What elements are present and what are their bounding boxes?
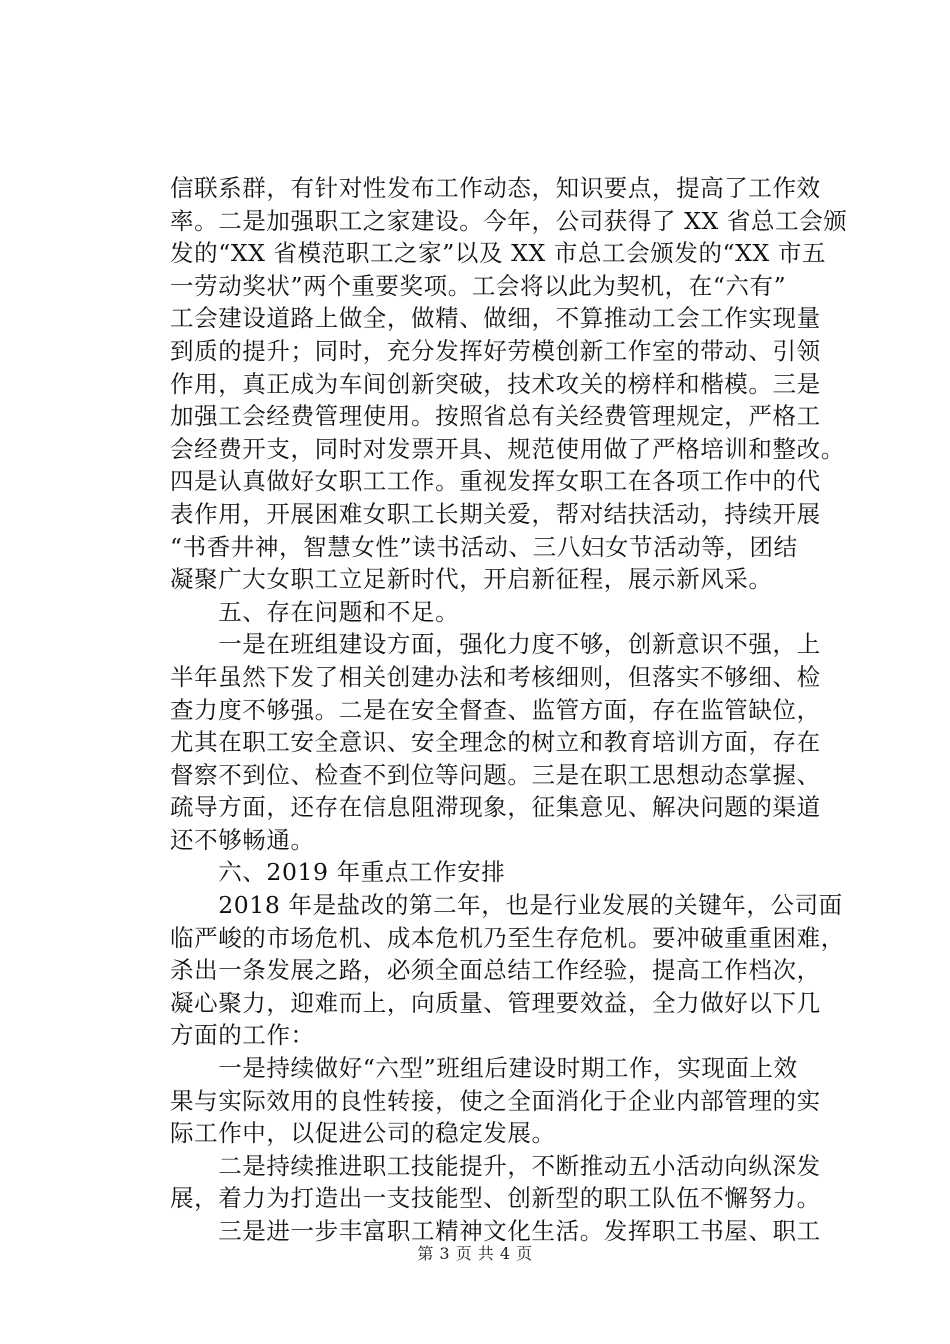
- text-line: 凝心聚力，迎难而上，向质量、管理要效益，全力做好以下几: [170, 988, 821, 1017]
- text-line: 督察不到位、检查不到位等问题。三是在职工思想动态掌握、: [170, 760, 821, 789]
- text-line: 一是持续做好“六型”班组后建设时期工作，实现面上效: [170, 1054, 798, 1083]
- text-line: 发的“XX 省模范职工之家”以及 XX 市总工会颁发的“XX 市五: [170, 239, 827, 268]
- text-line: 凝聚广大女职工立足新时代，开启新征程，展示新风采。: [170, 565, 773, 594]
- text-line: “书香井神，智慧女性”读书活动、三八妇女节活动等，团结: [170, 532, 798, 561]
- text-line: 四是认真做好女职工工作。重视发挥女职工在各项工作中的代: [170, 467, 821, 496]
- text-line: 2018 年是盐改的第二年，也是行业发展的关键年，公司面: [170, 891, 843, 920]
- text-line: 果与实际效用的良性转接，使之全面消化于企业内部管理的实: [170, 1086, 821, 1115]
- text-line: 杀出一条发展之路，必须全面总结工作经验，提高工作档次，: [170, 956, 821, 985]
- text-line: 五、存在问题和不足。: [170, 597, 460, 626]
- text-line: 作用，真正成为车间创新突破，技术攻关的榜样和楷模。三是: [170, 369, 821, 398]
- text-line: 六、2019 年重点工作安排: [170, 858, 506, 887]
- text-line: 际工作中，以促进公司的稳定发展。: [170, 1119, 556, 1148]
- text-line: 加强工会经费管理使用。按照省总有关经费管理规定，严格工: [170, 402, 821, 431]
- text-line: 尤其在职工安全意识、安全理念的树立和教育培训方面，存在: [170, 728, 821, 757]
- text-line: 展，着力为打造出一支技能型、创新型的职工队伍不懈努力。: [170, 1184, 821, 1213]
- text-line: 三是进一步丰富职工精神文化生活。发挥职工书屋、职工: [170, 1217, 821, 1245]
- text-line: 查力度不够强。二是在安全督查、监管方面，存在监管缺位，: [170, 695, 821, 724]
- text-line: 二是持续推进职工技能提升，不断推动五小活动向纵深发: [170, 1151, 821, 1180]
- text-line: 会经费开支，同时对发票开具、规范使用做了严格培训和整改。: [170, 434, 845, 463]
- text-line: 信联系群，有针对性发布工作动态，知识要点，提高了工作效: [170, 174, 821, 202]
- text-line: 工会建设道路上做全，做精、做细，不算推动工会工作实现量: [170, 304, 821, 333]
- text-line: 一是在班组建设方面，强化力度不够，创新意识不强，上: [170, 630, 821, 659]
- text-line: 方面的工作：: [170, 1021, 315, 1050]
- text-line: 表作用，开展困难女职工长期关爱，帮对结扶活动，持续开展: [170, 499, 821, 528]
- text-line: 疏导方面，还存在信息阻滞现象，征集意见、解决问题的渠道: [170, 793, 821, 822]
- text-line: 半年虽然下发了相关创建办法和考核细则，但落实不够细、检: [170, 662, 821, 691]
- text-line: 一劳动奖状”两个重要奖项。工会将以此为契机，在“六有”: [170, 271, 787, 300]
- body-text: [170, 172, 860, 1248]
- text-line: 到质的提升；同时，充分发挥好劳模创新工作室的带动、引领: [170, 336, 821, 365]
- text-line: 临严峻的市场危机、成本危机乃至生存危机。要冲破重重困难，: [170, 923, 845, 952]
- text-line: 还不够畅通。: [170, 825, 315, 854]
- text-line: 率。二是加强职工之家建设。今年，公司获得了 XX 省总工会颁: [170, 206, 848, 235]
- page-footer: 第 3 页 共 4 页: [417, 1244, 533, 1263]
